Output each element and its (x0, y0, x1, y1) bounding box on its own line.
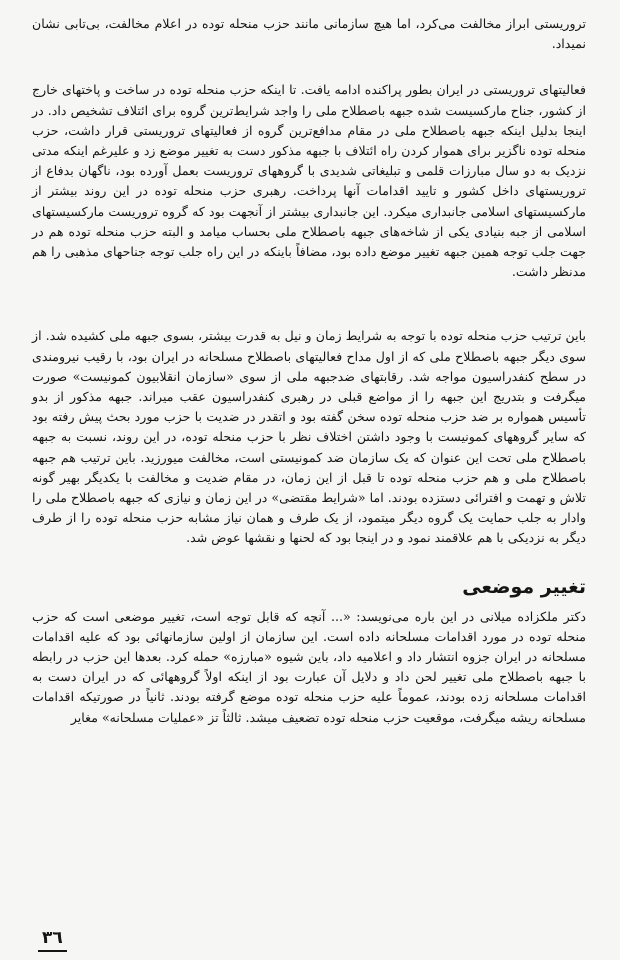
page-number: ۳٦ (38, 928, 67, 952)
section-heading: تغییر موضعی (462, 575, 586, 598)
page-footer (38, 928, 67, 952)
paragraph-3: باین ترتیب حزب منحله توده با توجه به شرایط زمان و نیل به قدرت بیشتر، بسوی جبهه ملی کشیده شد. از سوی دیگر جبهه باصطلاح ملی که از اول مداح فعالیتهای باصطلاح مسلحانه در ایران بود، با رقیب نیرومندی در سطح کنفدراسیون مواجه شد. رقابتهای ضدجبهه ملی از سوی «سازمان انقلابیون کمونیست» صورت میگرفت و بتدریج این جبهه را از مواضع قبلی در رهبری کنفدراسیون عقب میراند. جبهه مذکور از بدو تأسیس همواره بر ضد حزب منحله توده سخن گفته بود و اتقدر در ضدیت با حزب مورد بحث پیش رفته بود که سایر گروههای کمونیست با وجود داشتن اختلاف نظر با حزب منحله توده، در این روند، نسبت به جبهه باصطلاح ملی تحت این عنوان که یک سازمان ضد کمونیستی است، مخالفت میورزید. باین ترتیب هم جبهه باصطلاح ملی و هم حزب منحله توده تا قبل از این زمان، در مقام ضدیت و مخالفت با یکدیگر بهیر گونه تلاش و تهمت و افترائی دستزده بودند. اما «شرایط مقتضی» در این زمان و نیازی که جبهه باصطلاح ملی را وادار به جلب حمایت یک گروه دیگر میتمود، از یک طرف و همان نیاز مشابه حزب منحله توده را از طرف دیگر به نزدیکی با هم علاقمند نمود و در اینجا بود که لحنها و نقشها عوض شد. (32, 328, 586, 546)
paragraph-1: تروریستی ابراز مخالفت می‌کرد، اما هیچ سازمانی مانند حزب منحله توده در اعلام مخالفت، بی‌تابی نشان نمیداد. (32, 16, 586, 52)
paragraph-2: فعالیتهای تروریستی در ایران بطور پراکنده ادامه یافت. تا اینکه حزب منحله توده در ساخت و پاختهای خارج از کشور، جناح مارکسیست شده جبهه باصطلاح ملی را واجد شرایط‌ترین گروه برای ائتلاف تشخیص داد. در اینجا بدلیل اینکه جبهه باصطلاح ملی در مقام مدافع‌ترین گروه از فعالیتهای تروریستی قرار داشت، حزب منحله توده ناگزیر برای هموار کردن راه ائتلاف با جبهه مذکور دست به تغییر موضع زد و علیرغم اینکه مدتی نزدیک به دو سال مبارزات قلمی و تبلیغاتی شدیدی با گروههای تروریست بعمل آورده بود، ناگهان بدفاع از تروریستهای داخل کشور و تایید اقدامات آنها پرداخت. رهبری حزب منحله توده در این روند بیشتر از مارکسیستهای اسلامی جانبداری میکرد. این جانبداری بیشتر از آنجهت بود که گروه تروریست مارکسیستهای اسلامی از جبه بنیادی یکی از شاخه‌های جبهه باصطلاح ملی بحساب میامد و البته حزب منحله توده هم در جهت جلب توجه همین جبهه تغییر موضع داده بود، مضافاً باینکه در این راه جلب توجه جناحهای مذهبی را هم مدنظر داشت. (32, 82, 586, 280)
paragraph-4: دکتر ملکزاده میلانی در این باره می‌نویسد: «... آنچه که قابل توجه است، تغییر موضعی است که حزب منحله توده در مورد اقدامات مسلحانه داده است. این سازمان از اولین سازمانهائی بود که علیه اقدامات مسلحانه در ایران جزوه انتشار داد و اعلامیه داد، باین شیوه «مبارزه» حمله کرد. بعدها این حزب در رابطه با جبهه باصطلاح ملی تغییر لحن داد و دلایل آن عبارت بود از اینکه اولاً گروههائی که در ایران دست به اقدامات مسلحانه زده بودند، عموماً علیه حزب منحله توده موضع گرفته بودند. ثانیاً در صورتیکه اقدامات مسلحانه ریشه میگرفت، موقعیت حزب منحله توده تضعیف میشد. ثالثاً تز «عملیات مسلحانه» مغایر (32, 608, 586, 725)
